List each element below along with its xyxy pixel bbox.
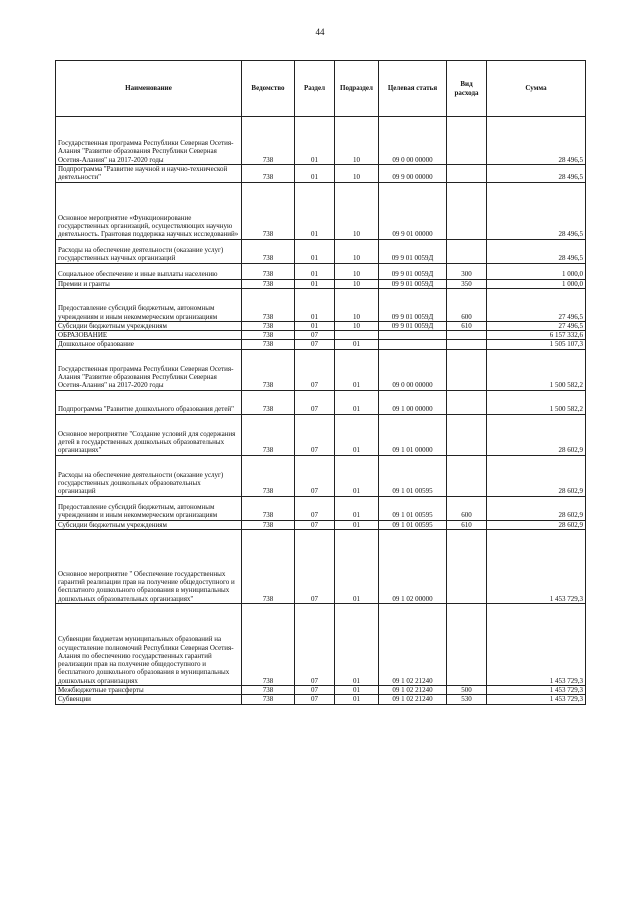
row-name: Государственная программа Республики Северная Осетия-Алания "Развитие образования Республики Северная Осетия-Алания" на 2017-2020 годы <box>56 349 242 390</box>
row-subsection: 01 <box>335 390 379 414</box>
row-amount: 27 496,5 <box>487 288 586 321</box>
row-target: 09 9 01 0059Д <box>379 288 447 321</box>
row-target: 09 1 01 00000 <box>379 414 447 455</box>
table-row <box>56 117 586 165</box>
table-row <box>56 288 586 321</box>
row-name: Социальное обеспечение и иные выплаты населению <box>56 263 242 279</box>
table-row <box>56 520 586 529</box>
table-row <box>56 263 586 279</box>
table-body <box>56 117 586 705</box>
row-subsection: 01 <box>335 340 379 349</box>
row-ministry: 738 <box>242 604 295 686</box>
row-name: Дошкольное образование <box>56 340 242 349</box>
row-expense-type: 600 <box>447 496 487 520</box>
row-target: 09 1 01 00595 <box>379 455 447 496</box>
row-ministry: 738 <box>242 520 295 529</box>
header-target: Целевая статья <box>379 61 447 117</box>
row-ministry: 738 <box>242 182 295 239</box>
row-target <box>379 340 447 349</box>
row-expense-type <box>447 455 487 496</box>
row-ministry: 738 <box>242 117 295 165</box>
row-expense-type: 300 <box>447 263 487 279</box>
row-section: 07 <box>295 340 335 349</box>
row-subsection: 10 <box>335 263 379 279</box>
row-section: 07 <box>295 520 335 529</box>
row-name: Межбюджетные трансферты <box>56 686 242 695</box>
row-expense-type: 610 <box>447 321 487 330</box>
row-name: Расходы на обеспечение деятельности (оказание услуг) государственных научных организаций <box>56 239 242 263</box>
row-expense-type <box>447 331 487 340</box>
row-name: Предоставление субсидий бюджетным, автономным учреждениям и иным некоммерческим организациям <box>56 288 242 321</box>
row-name: Основное мероприятие " Обеспечение государственных гарантий реализации прав на получение общедоступного и бесплатного дошкольного образования в муниципальных дошкольных образовательных организациях" <box>56 530 242 604</box>
row-ministry: 738 <box>242 349 295 390</box>
row-amount: 1 000,0 <box>487 279 586 288</box>
row-amount: 1 453 729,3 <box>487 604 586 686</box>
row-amount: 28 602,9 <box>487 455 586 496</box>
row-section: 01 <box>295 182 335 239</box>
row-expense-type <box>447 604 487 686</box>
row-expense-type <box>447 165 487 183</box>
row-section: 07 <box>295 414 335 455</box>
row-ministry: 738 <box>242 321 295 330</box>
row-target: 09 1 01 00595 <box>379 520 447 529</box>
row-amount: 28 496,5 <box>487 239 586 263</box>
table-row <box>56 530 586 604</box>
row-subsection: 10 <box>335 182 379 239</box>
row-ministry: 738 <box>242 165 295 183</box>
table-row <box>56 321 586 330</box>
row-expense-type: 610 <box>447 520 487 529</box>
header-expense-type: Вид расхода <box>447 61 487 117</box>
row-ministry: 738 <box>242 279 295 288</box>
table-row <box>56 331 586 340</box>
row-expense-type <box>447 117 487 165</box>
header-ministry: Ведомство <box>242 61 295 117</box>
row-name: Расходы на обеспечение деятельности (оказание услуг) государственных дошкольных образовательных организаций <box>56 455 242 496</box>
row-amount: 28 496,5 <box>487 182 586 239</box>
row-target: 09 0 00 00000 <box>379 117 447 165</box>
table-row <box>56 340 586 349</box>
row-target: 09 9 01 00000 <box>379 182 447 239</box>
row-name: Премии и гранты <box>56 279 242 288</box>
row-amount: 28 602,9 <box>487 414 586 455</box>
row-expense-type <box>447 530 487 604</box>
row-target: 09 9 01 0059Д <box>379 321 447 330</box>
row-target: 09 1 02 21240 <box>379 604 447 686</box>
header-subsection: Подраздел <box>335 61 379 117</box>
row-amount: 28 496,5 <box>487 165 586 183</box>
row-amount: 1 453 729,3 <box>487 686 586 695</box>
row-section: 07 <box>295 604 335 686</box>
table-row <box>56 455 586 496</box>
row-name: ОБРАЗОВАНИЕ <box>56 331 242 340</box>
row-name: Подпрограмма "Развитие дошкольного образования детей" <box>56 390 242 414</box>
row-section: 01 <box>295 117 335 165</box>
row-name: Государственная программа Республики Северная Осетия-Алания "Развитие образования Республики Северная Осетия-Алания" на 2017-2020 годы <box>56 117 242 165</box>
row-expense-type <box>447 390 487 414</box>
row-target: 09 0 00 00000 <box>379 349 447 390</box>
row-target <box>379 331 447 340</box>
header-section: Раздел <box>295 61 335 117</box>
row-name: Субвенции <box>56 695 242 704</box>
table-row <box>56 279 586 288</box>
row-amount: 1 500 582,2 <box>487 390 586 414</box>
row-section: 01 <box>295 239 335 263</box>
table-row <box>56 695 586 704</box>
row-expense-type <box>447 349 487 390</box>
row-amount: 28 602,9 <box>487 520 586 529</box>
row-amount: 1 000,0 <box>487 263 586 279</box>
row-amount: 27 496,5 <box>487 321 586 330</box>
row-expense-type: 600 <box>447 288 487 321</box>
row-name: Основное мероприятие «Функционирование государственных организаций, осуществляющих научную деятельность. Грантовая поддержка научных исследований» <box>56 182 242 239</box>
row-expense-type: 500 <box>447 686 487 695</box>
row-section: 07 <box>295 349 335 390</box>
row-section: 01 <box>295 321 335 330</box>
row-ministry: 738 <box>242 263 295 279</box>
row-section: 07 <box>295 686 335 695</box>
row-section: 01 <box>295 263 335 279</box>
row-ministry: 738 <box>242 390 295 414</box>
table-row <box>56 239 586 263</box>
row-section: 01 <box>295 279 335 288</box>
table-row <box>56 349 586 390</box>
row-target: 09 1 00 00000 <box>379 390 447 414</box>
row-subsection: 01 <box>335 349 379 390</box>
row-expense-type: 350 <box>447 279 487 288</box>
row-ministry: 738 <box>242 340 295 349</box>
budget-table <box>55 60 586 705</box>
row-target: 09 1 01 00595 <box>379 496 447 520</box>
row-ministry: 738 <box>242 496 295 520</box>
row-target: 09 1 02 00000 <box>379 530 447 604</box>
row-ministry: 738 <box>242 414 295 455</box>
row-section: 01 <box>295 165 335 183</box>
row-ministry: 738 <box>242 331 295 340</box>
row-ministry: 738 <box>242 686 295 695</box>
row-section: 07 <box>295 455 335 496</box>
row-amount: 28 496,5 <box>487 117 586 165</box>
row-amount: 1 453 729,3 <box>487 530 586 604</box>
row-expense-type <box>447 340 487 349</box>
table-row <box>56 390 586 414</box>
header-name: Наименование <box>56 61 242 117</box>
row-subsection: 10 <box>335 321 379 330</box>
row-subsection: 01 <box>335 496 379 520</box>
row-subsection: 01 <box>335 414 379 455</box>
row-ministry: 738 <box>242 695 295 704</box>
table-row <box>56 414 586 455</box>
row-subsection: 10 <box>335 279 379 288</box>
row-name: Субвенции бюджетам муниципальных образований на осуществление полномочий Республики Северная Осетия-Алания по обеспечению государственных гарантий реализации прав на получение общедоступного и бесплатного дошкольного образования в муниципальных дошкольных организациях <box>56 604 242 686</box>
row-subsection: 10 <box>335 239 379 263</box>
row-expense-type <box>447 239 487 263</box>
row-subsection: 01 <box>335 520 379 529</box>
row-ministry: 738 <box>242 288 295 321</box>
row-subsection: 01 <box>335 530 379 604</box>
row-target: 09 9 00 00000 <box>379 165 447 183</box>
row-target: 09 9 01 0059Д <box>379 263 447 279</box>
row-section: 07 <box>295 390 335 414</box>
row-amount: 1 453 729,3 <box>487 695 586 704</box>
row-section: 07 <box>295 695 335 704</box>
row-subsection: 01 <box>335 455 379 496</box>
table-row <box>56 165 586 183</box>
row-name: Субсидии бюджетным учреждениям <box>56 321 242 330</box>
table-header <box>56 61 586 117</box>
header-amount: Сумма <box>487 61 586 117</box>
row-subsection <box>335 331 379 340</box>
row-ministry: 738 <box>242 530 295 604</box>
row-expense-type <box>447 414 487 455</box>
row-target: 09 9 01 0059Д <box>379 239 447 263</box>
row-target: 09 1 02 21240 <box>379 686 447 695</box>
row-subsection: 01 <box>335 604 379 686</box>
row-target: 09 1 02 21240 <box>379 695 447 704</box>
row-subsection: 10 <box>335 117 379 165</box>
row-section: 01 <box>295 288 335 321</box>
row-target: 09 9 01 0059Д <box>379 279 447 288</box>
row-name: Подпрограмма "Развитие научной и научно-технической деятельности" <box>56 165 242 183</box>
row-subsection: 10 <box>335 288 379 321</box>
row-name: Предоставление субсидий бюджетным, автономным учреждениям и иным некоммерческим организациям <box>56 496 242 520</box>
row-subsection: 01 <box>335 695 379 704</box>
row-subsection: 10 <box>335 165 379 183</box>
row-amount: 1 505 107,3 <box>487 340 586 349</box>
page-number: 44 <box>315 27 325 37</box>
table-row <box>56 182 586 239</box>
row-ministry: 738 <box>242 455 295 496</box>
row-expense-type <box>447 182 487 239</box>
table-row <box>56 604 586 686</box>
row-section: 07 <box>295 496 335 520</box>
row-section: 07 <box>295 530 335 604</box>
row-expense-type: 530 <box>447 695 487 704</box>
table-row <box>56 496 586 520</box>
row-subsection: 01 <box>335 686 379 695</box>
row-amount: 28 602,9 <box>487 496 586 520</box>
row-name: Основное мероприятие "Создание условий для содержания детей в государственных дошкольных образовательных организациях" <box>56 414 242 455</box>
row-amount: 1 500 582,2 <box>487 349 586 390</box>
row-section: 07 <box>295 331 335 340</box>
row-name: Субсидии бюджетным учреждениям <box>56 520 242 529</box>
row-amount: 6 157 332,6 <box>487 331 586 340</box>
table-row <box>56 686 586 695</box>
row-ministry: 738 <box>242 239 295 263</box>
